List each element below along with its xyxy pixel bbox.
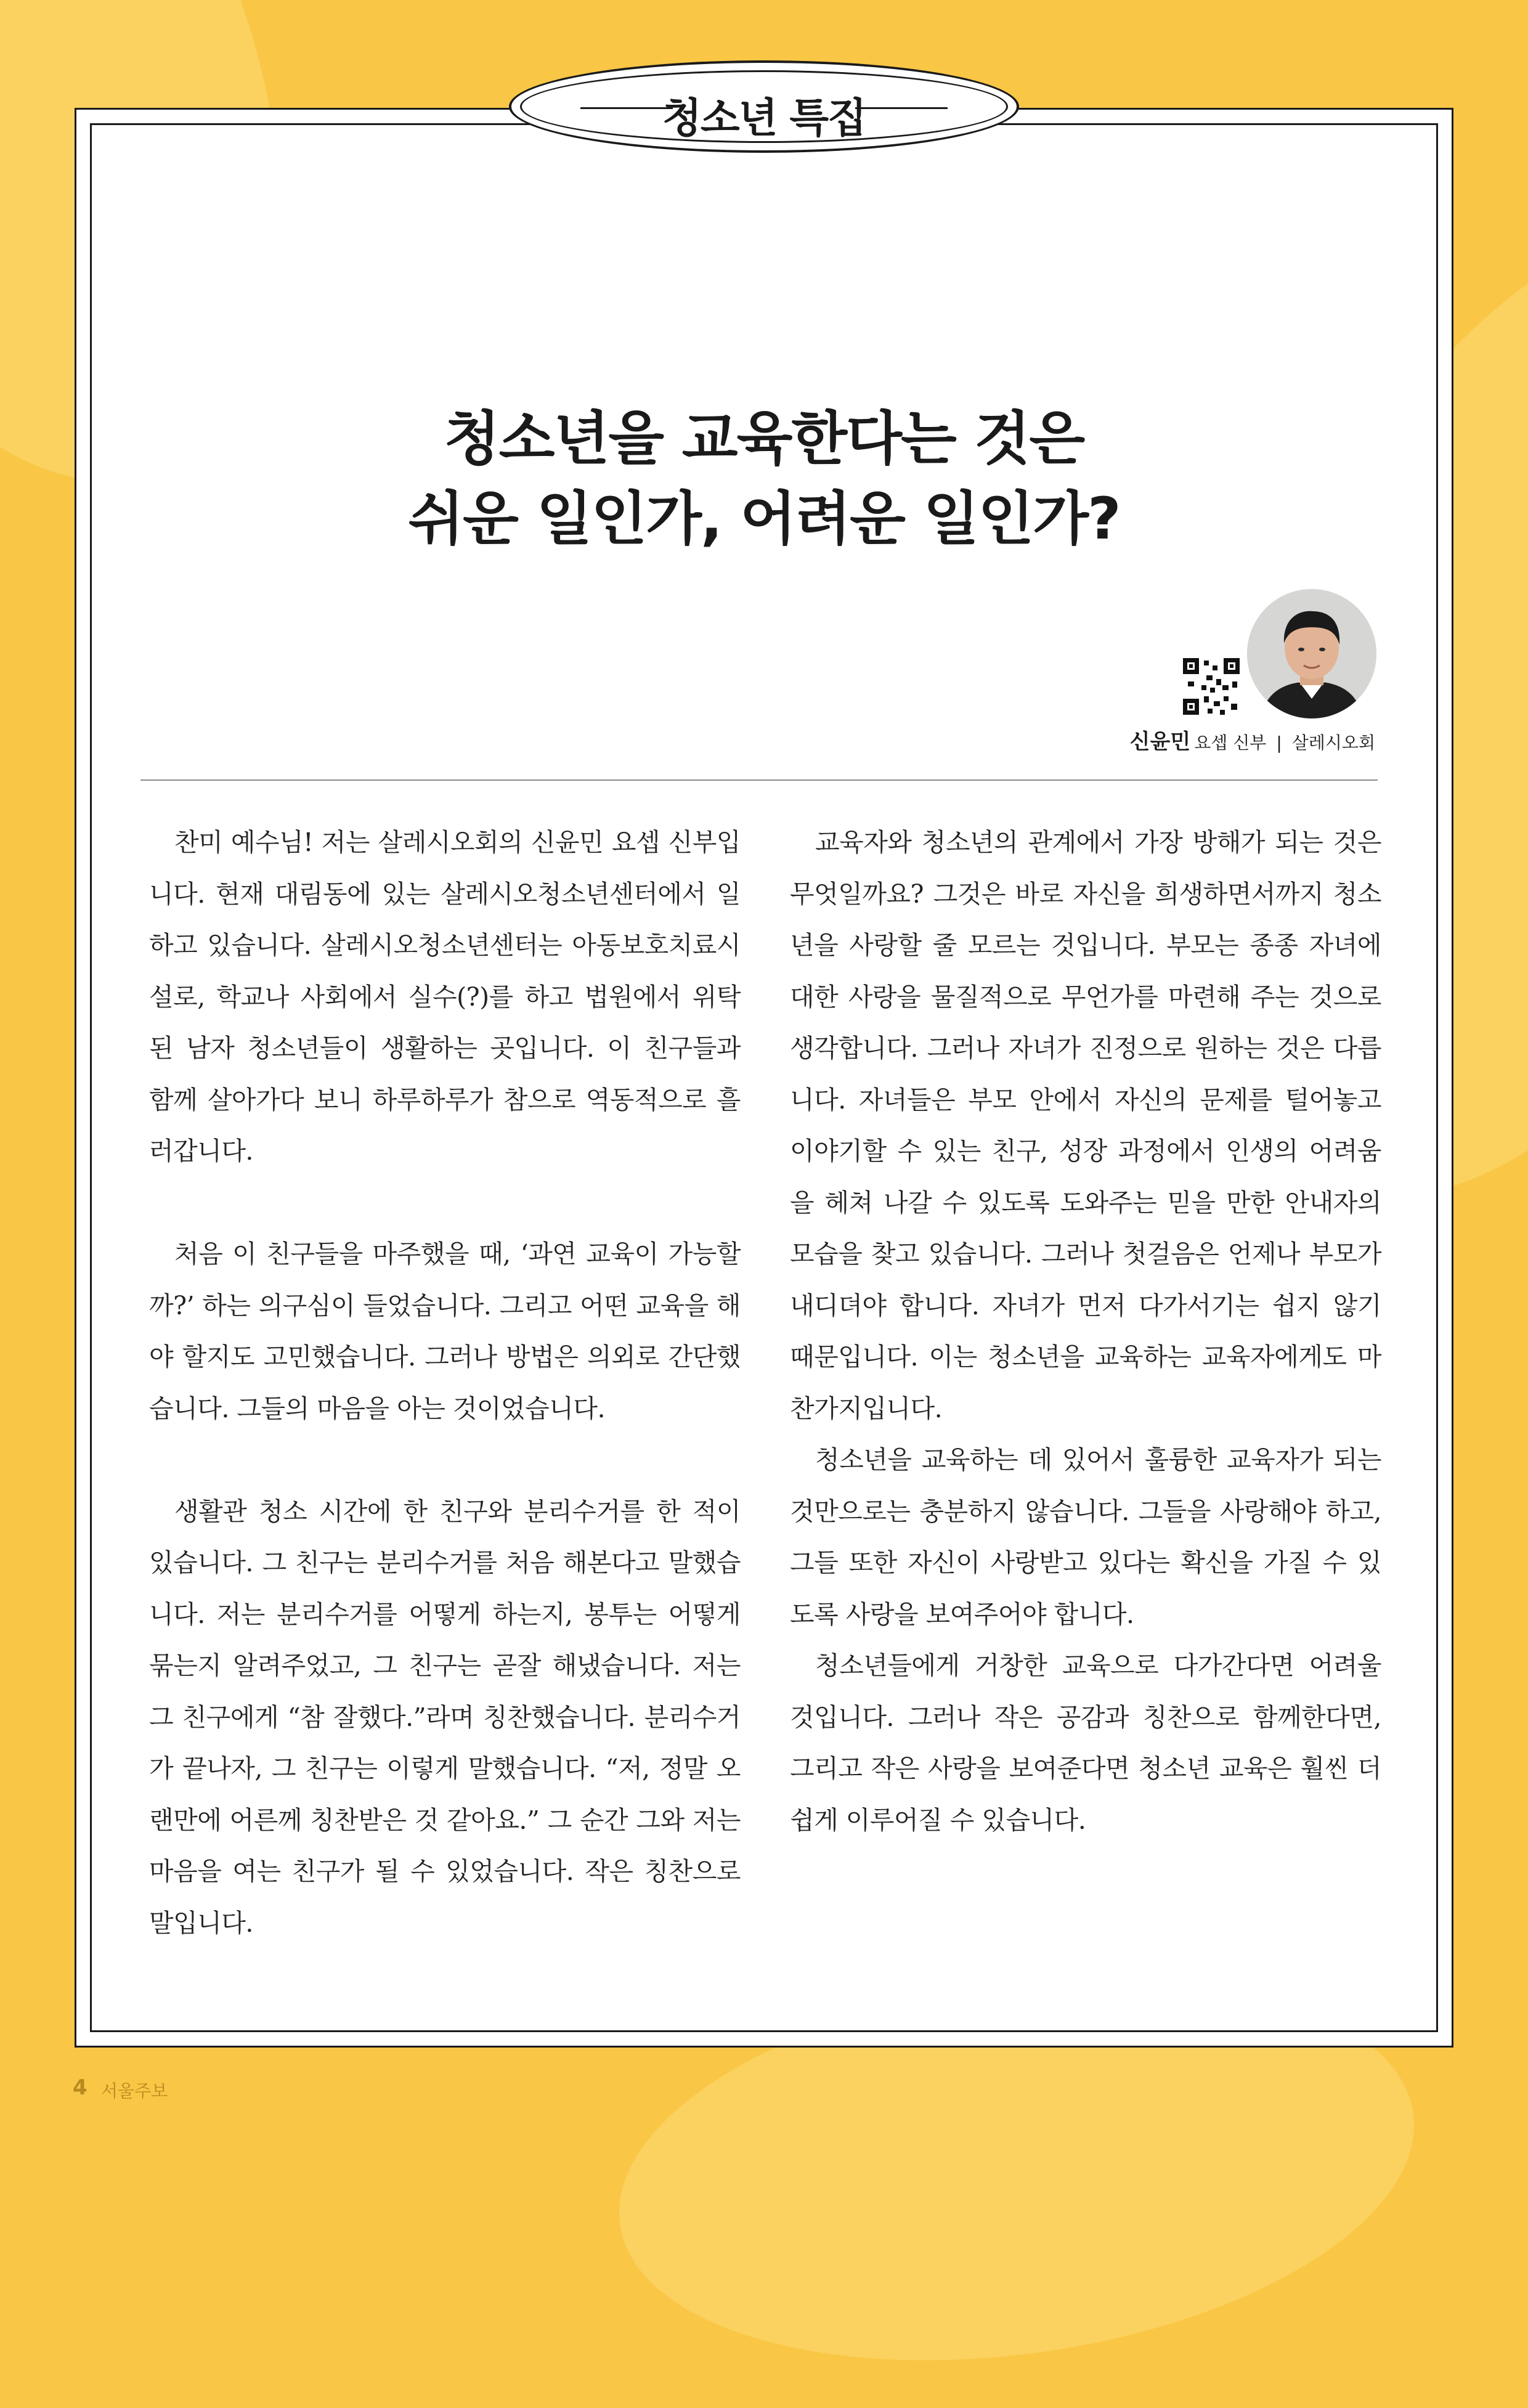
paragraph: 생활관 청소 시간에 한 친구와 분리수거를 한 적이 있습니다. 그 친구는 분리수거를 처음 해본다고 말했습니다. 저는 분리수거를 어떻게 하는지, 봉투는 어떻게 묶는지 알려주었고, 그 친구는 곧잘 해냈습니다. 저는 그 친구에게 “참 잘했다.”라며 칭찬했습니다. 분리수거가 끝나자, 그 친구는 이렇게 말했습니다. “저, 정말 오랜만에 어른께 칭찬받은 것 같아요.” 그 순간 그와 저는 마음을 여는 친구가 될 수 있었습니다. 작은 칭찬으로 말입니다. (149, 1496, 741, 1938)
paragraph: 처음 이 친구들을 마주했을 때, ‘과연 교육이 가능할까?’ 하는 의구심이 들었습니다. 그리고 어떤 교육을 해야 할지도 고민했습니다. 그러나 방법은 의외로 간단했습니다. 그들의 마음을 아는 것이었습니다. (149, 1239, 741, 1423)
page-number: 4 (73, 2075, 87, 2100)
paragraph: 청소년을 교육하는 데 있어서 훌륭한 교육자가 되는 것만으로는 충분하지 않습니다. 그들을 사랑해야 하고, 그들 또한 자신이 사랑받고 있다는 확신을 가질 수 있도록 사랑을 보여주어야 합니다. (790, 1445, 1381, 1629)
magazine-name: 서울주보 (101, 2081, 168, 2101)
author-org: 살레시오회 (1291, 733, 1375, 753)
article-column-left (149, 817, 741, 1949)
author-role: 요셉 신부 (1194, 733, 1267, 753)
section-badge (509, 60, 1019, 153)
headline-line-2: 쉬운 일인가, 어려운 일인가? (408, 486, 1120, 553)
paragraph: 교육자와 청소년의 관계에서 가장 방해가 되는 것은 무엇일까요? 그것은 바로 자신을 희생하면서까지 청소년을 사랑할 줄 모르는 것입니다. 부모는 종종 자녀에 대한 사랑을 물질적으로 무언가를 마련해 주는 것으로 생각합니다. 그러나 자녀가 진정으로 원하는 것은 다릅니다. 자녀들은 부모 안에서 자신의 문제를 털어놓고 이야기할 수 있는 친구, 성장 과정에서 인생의 어려움을 헤쳐 나갈 수 있도록 도와주는 믿을 만한 안내자의 모습을 찾고 있습니다. 그러나 첫걸음은 언제나 부모가 내디뎌야 합니다. 자녀가 먼저 다가서기는 쉽지 않기 때문입니다. 이는 청소년을 교육하는 교육자에게도 마찬가지입니다. (790, 828, 1381, 1423)
author-byline (1130, 725, 1375, 755)
paragraph: 찬미 예수님! 저는 살레시오회의 신윤민 요셉 신부입니다. 현재 대림동에 있는 살레시오청소년센터에서 일하고 있습니다. 살레시오청소년센터는 아동보호치료시설로, 학교나 사회에서 실수(?)를 하고 법원에서 위탁된 남자 청소년들이 생활하는 곳입니다. 이 친구들과 함께 살아가다 보니 하루하루가 참으로 역동적으로 흘러갑니다. (149, 828, 741, 1166)
author-avatar (1247, 589, 1376, 718)
author-portrait-icon (1247, 589, 1376, 718)
author-name: 신윤민 (1129, 730, 1191, 754)
header-divider (140, 779, 1378, 781)
section-label: 청소년 특집 (662, 94, 866, 142)
paragraph: 청소년들에게 거창한 교육으로 다가간다면 어려울 것입니다. 그러나 작은 공감과 칭찬으로 함께한다면, 그리고 작은 사랑을 보여준다면 청소년 교육은 훨씬 더 쉽게 이루어질 수 있습니다. (790, 1651, 1381, 1835)
article-column-right (790, 817, 1381, 1846)
headline-line-1: 청소년을 교육한다는 것은 (444, 405, 1084, 473)
qr-code-icon[interactable] (1183, 658, 1240, 715)
byline-separator: | (1276, 733, 1282, 753)
